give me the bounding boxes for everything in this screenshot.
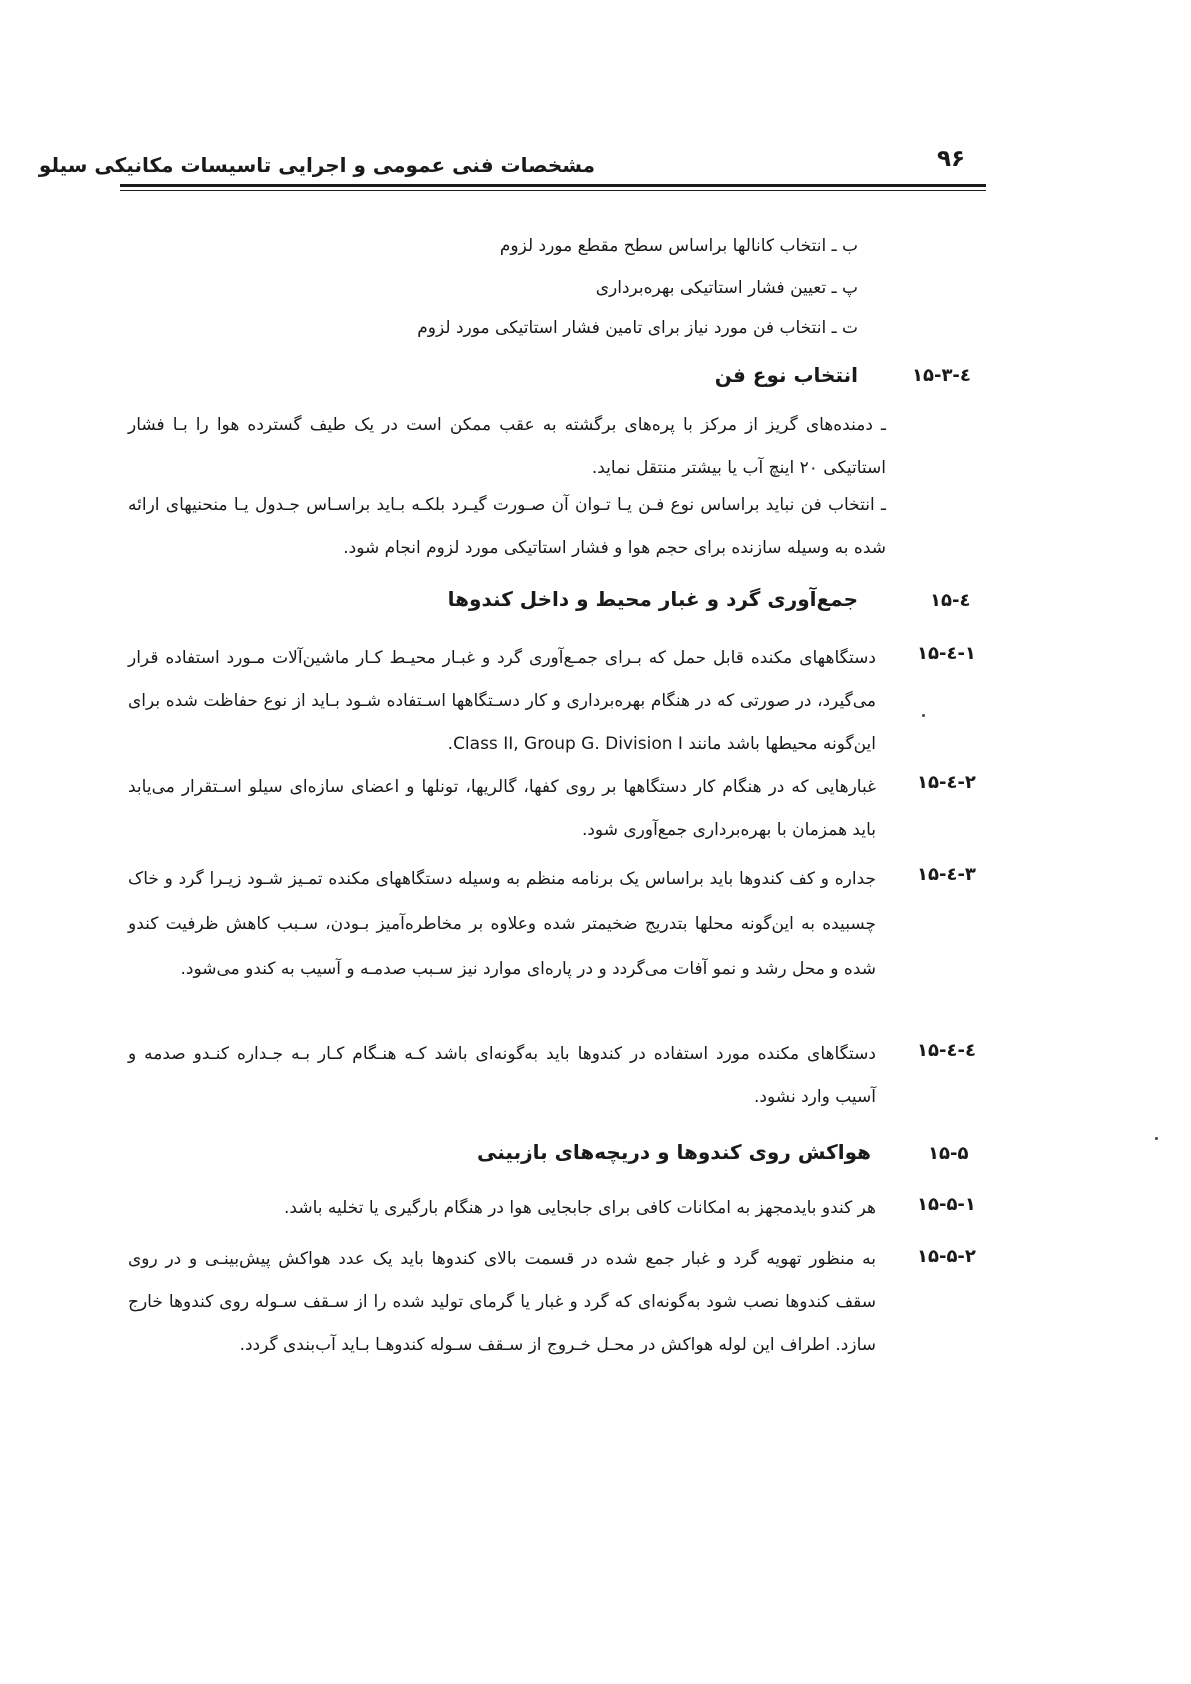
running-header-title: مشخصات فنی عمومی و اجرایی تاسیسات مکانیکی سیلو	[38, 153, 595, 177]
list-item: پ ـ تعیین فشار استاتیکی بهره‌برداری	[595, 278, 858, 298]
bullet-paragraph	[128, 404, 886, 490]
paragraph-text: دستگاههای مکنده قابل حمل که بـرای جمـع‌آوری گرد و غبـار محیـط کـار ماشین‌آلات مـورد استفاده قرار می‌گیرد، در صورتی که در هنگام بهره‌برداری و کار دسـتگاهها اسـتفاده شـود بـاید از نوع حفاظت شده برای این‌گونه محیطها باشد مانند Class II, Group G. Division I.	[128, 648, 876, 754]
paragraph-text: جداره و کف کندوها باید براساس یک برنامه منظم به وسیله دستگاههای مکنده تمـیز شـود زیـرا گرد و خاک چسبیده به این‌گونه محلها بتدریج ضخیمتر شده وعلاوه بر مخاطره‌آمیز بـودن، سـبب کاهش ظرفیت کندو شده و محل رشد و نمو آفات می‌گردد و در پاره‌ای موارد نیز سـبب صدمـه و آسیب به کندو می‌شود.	[128, 869, 876, 979]
page-number: ۹۶	[937, 146, 966, 172]
header-rule	[120, 184, 986, 187]
paragraph-number: ۱۵-٤-۱	[917, 643, 976, 664]
paragraph-text: به منظور تهویه گرد و غبار جمع شده در قسمت بالای کندوها باید یک عدد هواکش پیش‌بینـی و در روی سقف کندوها نصب شود به‌گونه‌ای که گرد و غبار یا گرمای تولید شده را از سـقف سـوله روی کندوها خارج سازد. اطراف این لوله هواکش در محـل خـروج از سـقف سـوله کندوهـا بـاید آب‌بندی گردد.	[128, 1249, 876, 1355]
bullet-text: ـ دمنده‌های گریز از مرکز با پره‌های برگشته به عقب ممکن است در یک طیف گسترده هوا را بـا فشار استاتیکی ۲۰ اینچ آب یا بیشتر منتقل نماید.	[128, 415, 886, 478]
section-title: انتخاب نوع فن	[714, 363, 858, 387]
bullet-text: ـ انتخاب فن نباید براساس نوع فـن یـا تـوان آن صـورت گیـرد بلکـه بـاید براسـاس جـدول یـا منحنیهای ارائه شده به وسیله سازنده برای حجم هوا و فشار استاتیکی مورد لزوم انجام شود.	[128, 495, 886, 558]
list-item: ب ـ انتخاب کانالها براساس سطح مقطع مورد لزوم	[499, 236, 858, 256]
section-title: هواکش روی کندوها و دریچه‌های بازبینی	[477, 1140, 871, 1164]
paragraph-number: ۱۵-٤-٤	[917, 1040, 976, 1061]
paragraph-number: ۱۵-۵-۲	[917, 1246, 976, 1267]
paragraph	[128, 1187, 876, 1230]
bullet-paragraph	[128, 484, 886, 570]
paragraph-text: دستگاهای مکنده مورد استفاده در کندوها باید به‌گونه‌ای باشد کـه هنـگام کـار بـه جـداره کنـدو صدمه و آسیب وارد نشود.	[128, 1044, 876, 1107]
paragraph-number: ۱۵-۵-۱	[917, 1194, 976, 1215]
list-item: ت ـ انتخاب فن مورد نیاز برای تامین فشار استاتیکی مورد لزوم	[417, 318, 858, 338]
paragraph-number: ۱۵-٤-۲	[917, 772, 976, 793]
header-rule-thin	[120, 190, 986, 191]
paragraph-text: غبارهایی که در هنگام کار دستگاهها بر روی کفها، گالریها، تونلها و اعضای سازه‌ای سیلو اسـتقرار می‌یابد باید همزمان با بهره‌برداری جمع‌آوری شود.	[128, 777, 876, 840]
section-title: جمع‌آوری گرد و غبار محیط و داخل کندوها	[447, 587, 858, 611]
scan-speck	[1155, 1137, 1158, 1140]
section-number: ۱۵-۵	[928, 1143, 969, 1164]
paragraph	[128, 857, 876, 992]
paragraph	[128, 766, 876, 852]
paragraph-text: هر کندو بایدمجهز به امکانات کافی برای جابجایی هوا در هنگام بارگیری یا تخلیه باشد.	[284, 1198, 876, 1218]
paragraph	[128, 1238, 876, 1367]
paragraph	[128, 637, 876, 766]
section-number: ۱۵-۳-٤	[912, 365, 971, 386]
scan-speck	[922, 714, 925, 717]
paragraph-number: ۱۵-٤-۳	[917, 864, 976, 885]
section-number: ۱۵-٤	[930, 590, 971, 611]
paragraph	[128, 1033, 876, 1119]
